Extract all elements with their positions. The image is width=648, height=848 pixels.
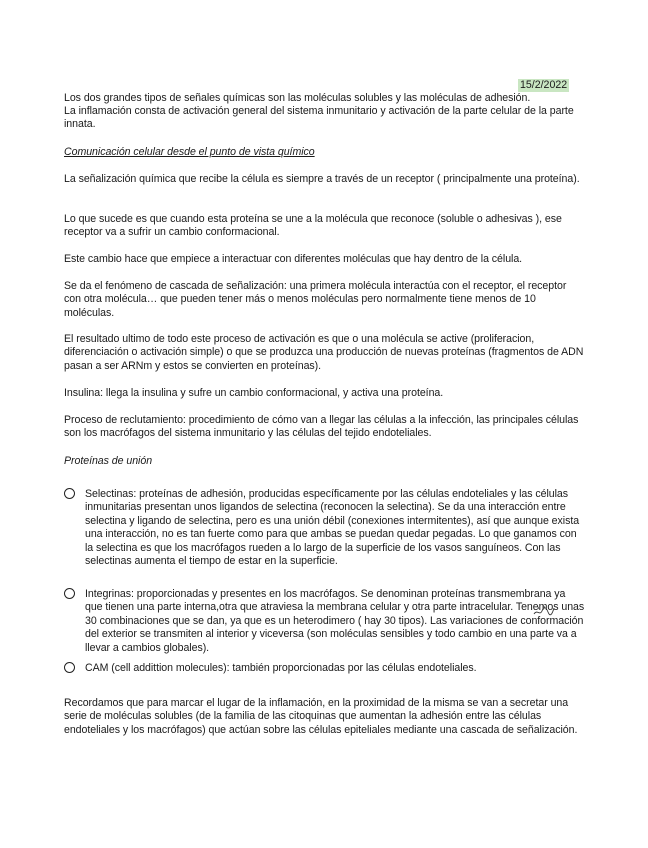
list-item-text: Selectinas: proteínas de adhesión, producidas específicamente por las células endoteliales y las células inmunitarias presentan unos ligandos de selectina (reconocen la selectina). Se da una interacción entre selectina y ligando de selectina, pero es una unión débil (conexiones intermitentes), así que aunque exista una interacción, no es tan fuerte como para que ambas se puedan quedar pegadas. Lo que ganamos con la selectina es que los macrófagos rueden a lo largo de la superficie de los vasos sanguíneos. Con las selectinas aumenta el tiempo de estar en la superficie. bbox=[85, 488, 580, 568]
list-item-text: Integrinas: proporcionadas y presentes en los macrófagos. Se denominan proteínas transmembrana ya que tienen una parte interna,otra que atraviesa la membrana celular y otra parte intracelular. Tenemos unas 30 combinaciones que se dan, ya que es un heterodimero ( hay 30 tipos). Las variaciones de conformación del exterior se transmiten al interior y viceversa (son moléculas sensibles y todo cambio en una parte va a llevar a cambios globales). bbox=[85, 588, 585, 654]
list-item-text: CAM (cell addittion molecules): también proporcionadas por las células endoteliales. bbox=[85, 662, 477, 674]
paragraph: Lo que sucede es que cuando esta proteína se une a la molécula que reconoce (soluble o adhesivas ), ese receptor va a sufrir un cambio conformacional. bbox=[64, 213, 562, 239]
section-title: Comunicación celular desde el punto de vista químico bbox=[64, 146, 315, 158]
closing-paragraph: Recordamos que para marcar el lugar de la inflamación, en la proximidad de la misma se van a secretar una serie de moléculas solubles (de la familia de las citoquinas que aumentan la adhesión entre las células endoteliales y los macrófagos) que actúan sobre las células epiteliales mediante una cascada de señalización. bbox=[64, 697, 578, 736]
circle-bullet-icon bbox=[64, 488, 75, 499]
circle-bullet-icon bbox=[64, 588, 75, 599]
paragraph: Insulina: llega la insulina y sufre un cambio conformacional, y activa una proteína. bbox=[64, 387, 444, 399]
paragraph: Se da el fenómeno de cascada de señalización: una primera molécula interactúa con el receptor, el receptor con otra molécula… que pueden tener más o menos moléculas pero normalmente tiene menos de 10 moléculas. bbox=[64, 280, 567, 319]
intro-line-2: La inflamación consta de activación general del sistema inmunitario y activación de la parte celular de la parte innata. bbox=[64, 105, 574, 131]
circle-bullet-icon bbox=[64, 662, 75, 673]
handwritten-annotation-icon bbox=[532, 603, 556, 617]
paragraph: La señalización química que recibe la célula es siempre a través de un receptor ( principalmente una proteína). bbox=[64, 173, 580, 185]
paragraph: Este cambio hace que empiece a interactuar con diferentes moléculas que hay dentro de la célula. bbox=[64, 253, 523, 265]
subsection-title: Proteínas de unión bbox=[64, 455, 153, 467]
paragraph: Proceso de reclutamiento: procedimiento de cómo van a llegar las células a la infección, las principales células son los macrófagos del sistema inmunitario y las células del tejido endoteliales. bbox=[64, 414, 579, 440]
date-highlight: 15/2/2022 bbox=[520, 79, 568, 91]
paragraph: El resultado ultimo de todo este proceso de activación es que o una molécula se active (proliferacion, diferenciación o activación simple) o que se produzca una producción de nuevas proteínas (fragmentos de ADN pasan a ser ARNm y estos se convierten en proteínas). bbox=[64, 333, 584, 372]
intro-line-1: Los dos grandes tipos de señales químicas son las moléculas solubles y las moléculas de adhesión. bbox=[64, 92, 531, 104]
